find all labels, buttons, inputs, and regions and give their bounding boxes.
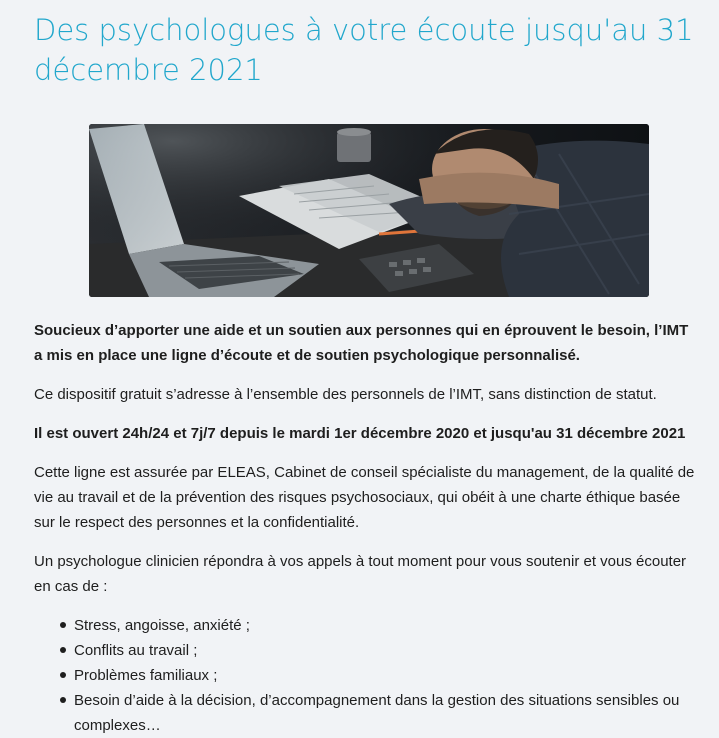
article-body bbox=[34, 318, 700, 738]
stressed-man-photo bbox=[89, 124, 649, 297]
availability-paragraph: Il est ouvert 24h/24 et 7j/7 depuis le mardi 1er décembre 2020 et jusqu'au 31 décembre 2021 bbox=[34, 425, 686, 442]
needs-list bbox=[34, 613, 700, 738]
psychologist-paragraph: Un psychologue clinicien répondra à vos appels à tout moment pour vous soutenir et vous écouter en cas de : bbox=[34, 553, 687, 595]
intro-paragraph: Soucieux d’apporter une aide et un soutien aux personnes qui en éprouvent le besoin, l’IMT a mis en place une ligne d’écoute et de soutien psychologique personnalisé. bbox=[34, 322, 689, 364]
audience-paragraph: Ce dispositif gratuit s’adresse à l’ensemble des personnels de l’IMT, sans distinction de statut. bbox=[34, 386, 657, 403]
list-item: Besoin d’aide à la décision, d’accompagnement dans la gestion des situations sensibles ou complexes… bbox=[74, 688, 700, 738]
list-item: Conflits au travail ; bbox=[74, 638, 700, 663]
hero-image bbox=[89, 124, 649, 297]
list-item: Problèmes familiaux ; bbox=[74, 663, 700, 688]
provider-paragraph: Cette ligne est assurée par ELEAS, Cabinet de conseil spécialiste du management, de la qualité de vie au travail et de la prévention des risques psychosociaux, qui obéit à une charte éthique basée sur le respect des personnes et la confidentialité. bbox=[34, 464, 695, 531]
page-title: Des psychologues à votre écoute jusqu'au 31 décembre 2021 bbox=[34, 13, 694, 87]
list-item: Stress, angoisse, anxiété ; bbox=[74, 613, 700, 638]
